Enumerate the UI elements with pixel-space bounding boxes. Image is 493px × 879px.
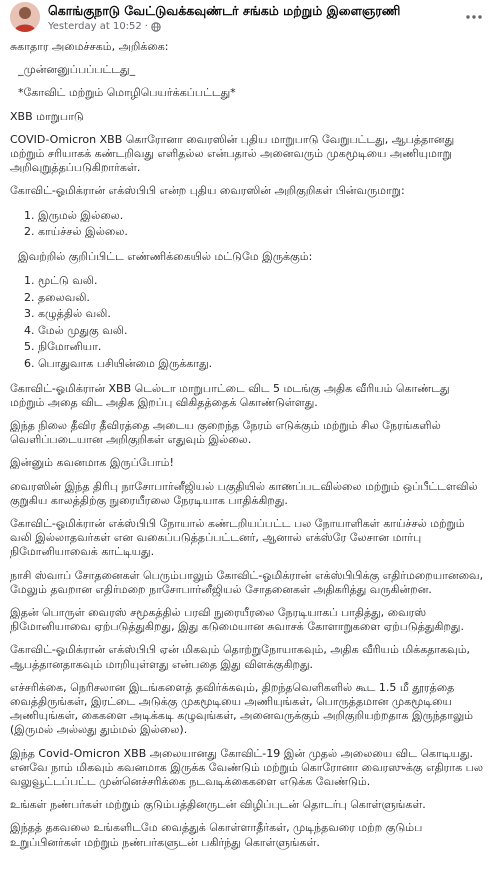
post-paragraph: இன்னும் கவனமாக இருப்போம்! <box>10 456 174 470</box>
post-header <box>10 2 485 38</box>
list-item: 5. நிமோனியா. <box>38 339 485 356</box>
list-item: 1. இருமல் இல்லை. <box>38 208 485 225</box>
post-paragraph: நாசி ஸ்வாப் சோதனைகள் பெரும்பாலும் கோவிட்-ஓமிக்ரான் எக்ஸ்பிபிக்கு எதிர்மறையானவை, மேலும் தவறான எதிர்மறை நாசோபார்னீஜியல் சோதனைகள் அதிகரித்து வருகின்றன. <box>10 568 484 596</box>
page-avatar[interactable] <box>10 2 40 32</box>
post-paragraph: கோவிட்-ஓமிக்ரான் எக்ஸ்பிபி நோயால் கண்டறியப்பட்ட பல நோயாளிகள் காய்ச்சல் மற்றும் வலி இல்லாதவர்கள் என வகைப்படுத்தப்பட்டனர், ஆனால் எக்ஸ்ரே லேசான மார்பு நிமோனியாவைக் காட்டியது. <box>10 517 465 559</box>
post-paragraph: _முன்னனுப்பப்பட்டது_ <box>18 63 136 77</box>
post-paragraph: இந்தத் தகவலை உங்களிடமே வைத்துக் கொள்ளாதீர்கள், முடிந்தவரை மற்ற குடும்ப உறுப்பினர்கள் மற்றும் நண்பர்களுடன் பகிர்ந்து கொள்ளுங்கள். <box>10 821 423 849</box>
meta-separator: · <box>144 21 148 32</box>
post-paragraph: உங்கள் நண்பர்கள் மற்றும் குடும்பத்தினருடன் விழிப்புடன் தொடர்பு கொள்ளுங்கள். <box>10 798 426 812</box>
list-item: 2. தலைவலி. <box>38 290 485 307</box>
post-paragraph: சுகாதார அமைச்சகம், அறிக்கை: <box>10 40 169 53</box>
post-paragraph: கோவிட்-ஓமிக்ரான் எக்ஸ்பிபி என்ற புதிய வைரஸின் அறிகுறிகள் பின்வருமாறு: <box>10 184 405 198</box>
list-item: 6. பொதுவாக பசியின்மை இருக்காது. <box>38 356 485 373</box>
post-timestamp[interactable]: Yesterday at 10:52 <box>48 21 142 32</box>
post-meta <box>48 21 161 32</box>
more-options-icon <box>466 4 482 23</box>
globe-icon <box>151 22 161 32</box>
list-item: 3. கழுத்தில் வலி. <box>38 306 485 323</box>
post-paragraph: கோவிட்-ஓமிக்ரான் XBB டெல்டா மாறுபாட்டை விட 5 மடங்கு அதிக வீரியம் கொண்டது மற்றும் அதை விட அதிக இறப்பு விகிதத்தைக் கொண்டுள்ளது. <box>10 381 450 409</box>
page-name[interactable]: கொங்குநாடு வேட்டுவக்கவுண்டர் சங்கம் மற்றும் இளைஞரணி <box>48 3 401 18</box>
avatar-image <box>10 2 40 32</box>
post-paragraph: XBB மாறுபாடு <box>10 109 84 123</box>
post-paragraph: வைரஸின் இந்த திரிபு நாசோபார்னீஜியல் பகுதியில் காணப்படவில்லை மற்றும் ஒப்பீட்டளவில் குறுகிய காலத்திற்கு நுரையீரலை நேரடியாக பாதிக்கிறது. <box>10 479 478 507</box>
post-paragraph: இவற்றில் குறிப்பிட்ட எண்ணிக்கையில் மட்டுமே இருக்கும்: <box>18 249 313 263</box>
list-item: 2. காய்ச்சல் இல்லை. <box>38 224 485 241</box>
post-paragraph: இந்த நிலை தீவிர தீவிரத்தை அடைய குறைந்த நேரம் எடுக்கும் மற்றும் சில நேரங்களில் வெளிப்படையான அறிகுறிகள் எதுவும் இல்லை. <box>10 418 441 447</box>
symptom-list-absent <box>10 208 485 241</box>
post-paragraph: எச்சரிக்கை, நெரிசலான இடங்களைத் தவிர்க்கவும், திறந்தவெளிகளில் கூட 1.5 மீ தூரத்தை வைத்திருங்கள், இரட்டை அடுக்கு முகமூடியை அணியுங்கள், பொருத்தமான முகமூடியை அணியுங்கள், கைகளை அடிக்கடி கழுவுங்கள், அனைவருக்கும் அறிகுறியற்றதாக இருந்தாலும் (இருமல் அல்லது தும்மல் இல்லை). <box>10 680 474 737</box>
more-options-button[interactable] <box>463 4 485 22</box>
post-paragraph: *கோவிட் மற்றும் மொழிபெயர்க்கப்பட்டது* <box>18 86 236 100</box>
post-paragraph: COVID-Omicron XBB கொரோனா வைரஸின் புதிய மாறுபாடு வேறுபட்டது, ஆபத்தானது மற்றும் சரியாகக் கண்டறிவது எளிதல்ல என்பதால் அனைவரும் முகமூடியை அணியுமாறு அறிவுறுத்தப்படுகிறார்கள். <box>10 132 455 175</box>
symptom-list <box>10 273 485 373</box>
post-paragraph: கோவிட்-ஓமிக்ரான் எக்ஸ்பிபி ஏன் மிகவும் தொற்றுநோயாகவும், அதிக வீரியம் மிக்கதாகவும், ஆபத்தானதாகவும் மாறியுள்ளது என்பதை இது விளக்குகிறது. <box>10 643 471 671</box>
post-paragraph: இந்த Covid-Omicron XBB அலையானது கோவிட்-19 இன் முதல் அலையை விட கொடியது. எனவே நாம் மிகவும் கவனமாக இருக்க வேண்டும் மற்றும் கொரோனா வைரஸுக்கு எதிராக பல வலுவூட்டப்பட்ட முன்னெச்சரிக்கை நடவடிக்கைகளை எடுக்க வேண்டும். <box>10 746 483 789</box>
post-paragraph: இதன் பொருள் வைரஸ் சமூகத்தில் பரவி நுரையீரலை நேரடியாகப் பாதித்து, வைரஸ் நிமோனியாவை ஏற்படுத்துகிறது, இது கடுமையான சுவாசக் கோளாறுகளை ஏற்படுத்துகிறது. <box>10 606 464 634</box>
post-body <box>10 40 485 850</box>
list-item: 1. மூட்டு வலி. <box>38 273 485 290</box>
list-item: 4. மேல் முதுகு வலி. <box>38 323 485 340</box>
